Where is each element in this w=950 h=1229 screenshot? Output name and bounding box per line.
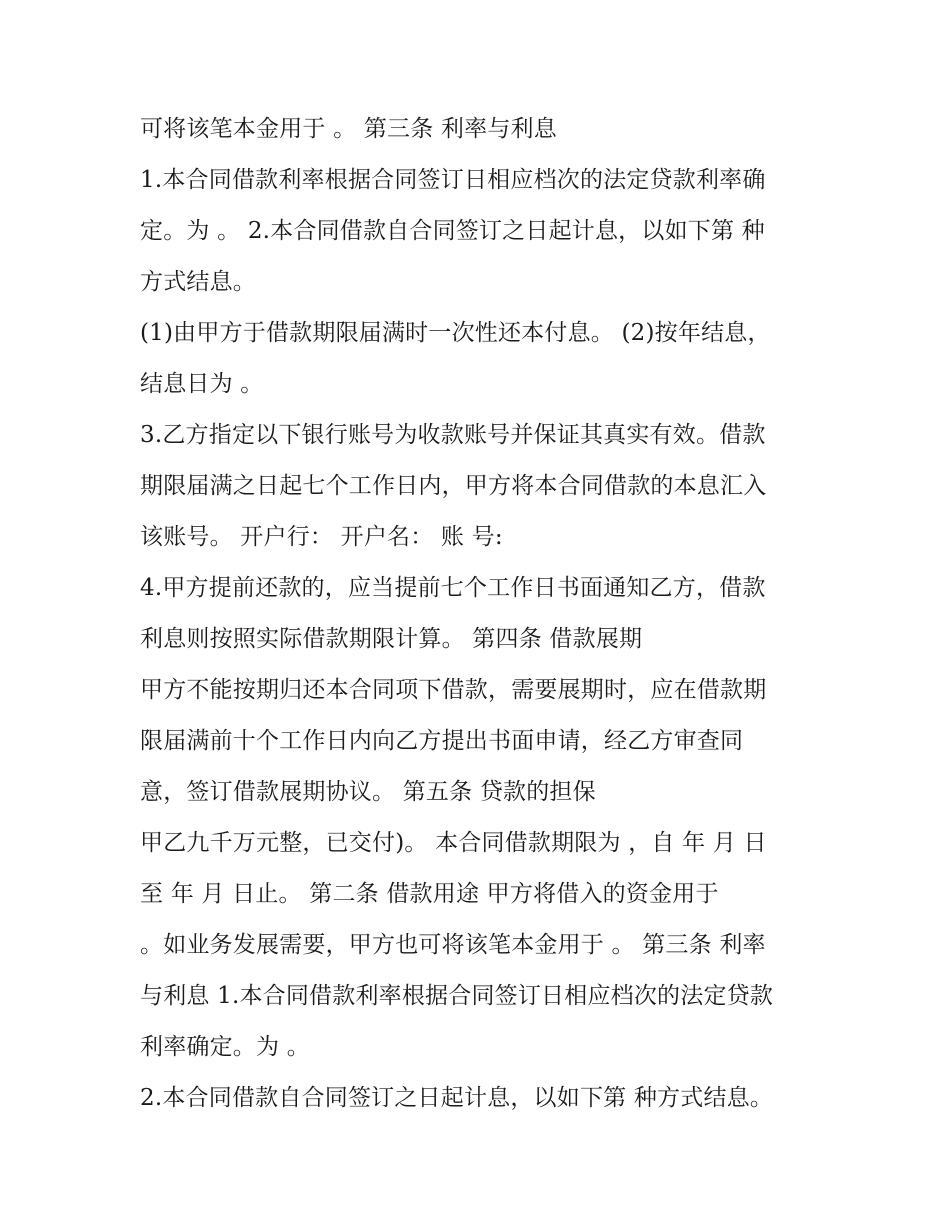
text-line: 甲方不能按期归还本合同项下借款，需要展期时，应在借款期	[140, 677, 767, 703]
text-line: 至 年 月 日止。 第二条 借款用途 甲方将借入的资金用于	[140, 881, 719, 907]
text-line: 。如业务发展需要，甲方也可将该笔本金用于 。 第三条 利率	[140, 932, 766, 958]
text-line: 限届满前十个工作日内向乙方提出书面申请，经乙方审查同	[140, 728, 744, 754]
text-line: 甲乙九千万元整，已交付)。 本合同借款期限为 ，自 年 月 日	[140, 830, 767, 856]
text-line: 利息则按照实际借款期限计算。 第四条 借款展期	[140, 626, 643, 652]
text-line: 意，签订借款展期协议。 第五条 贷款的担保	[140, 779, 596, 805]
text-line: 1.本合同借款利率根据合同签订日相应档次的法定贷款利率确	[140, 167, 766, 193]
text-line: 与利息 1.本合同借款利率根据合同签订日相应档次的法定贷款	[140, 983, 774, 1009]
text-line: 可将该笔本金用于 。 第三条 利率与利息	[140, 116, 557, 142]
text-line: 定。为 。 2.本合同借款自合同签订之日起计息，以如下第 种	[140, 218, 765, 244]
text-line: 结息日为 。	[140, 371, 264, 397]
text-line: 方式结息。	[140, 269, 256, 295]
text-line: 该账号。 开户行： 开户名： 账 号:	[140, 524, 503, 550]
document-body	[140, 104, 840, 1124]
text-line: 4.甲方提前还款的，应当提前七个工作日书面通知乙方，借款	[140, 575, 766, 601]
text-line: 利率确定。为 。	[140, 1034, 310, 1060]
text-line: (1)由甲方于借款期限届满时一次性还本付息。 (2)按年结息，	[140, 320, 771, 346]
text-line: 期限届满之日起七个工作日内，甲方将本合同借款的本息汇入	[140, 473, 767, 499]
text-line: 3.乙方指定以下银行账号为收款账号并保证其真实有效。借款	[140, 422, 766, 448]
text-line: 2.本合同借款自合同签订之日起计息，以如下第 种方式结息。	[140, 1085, 774, 1111]
